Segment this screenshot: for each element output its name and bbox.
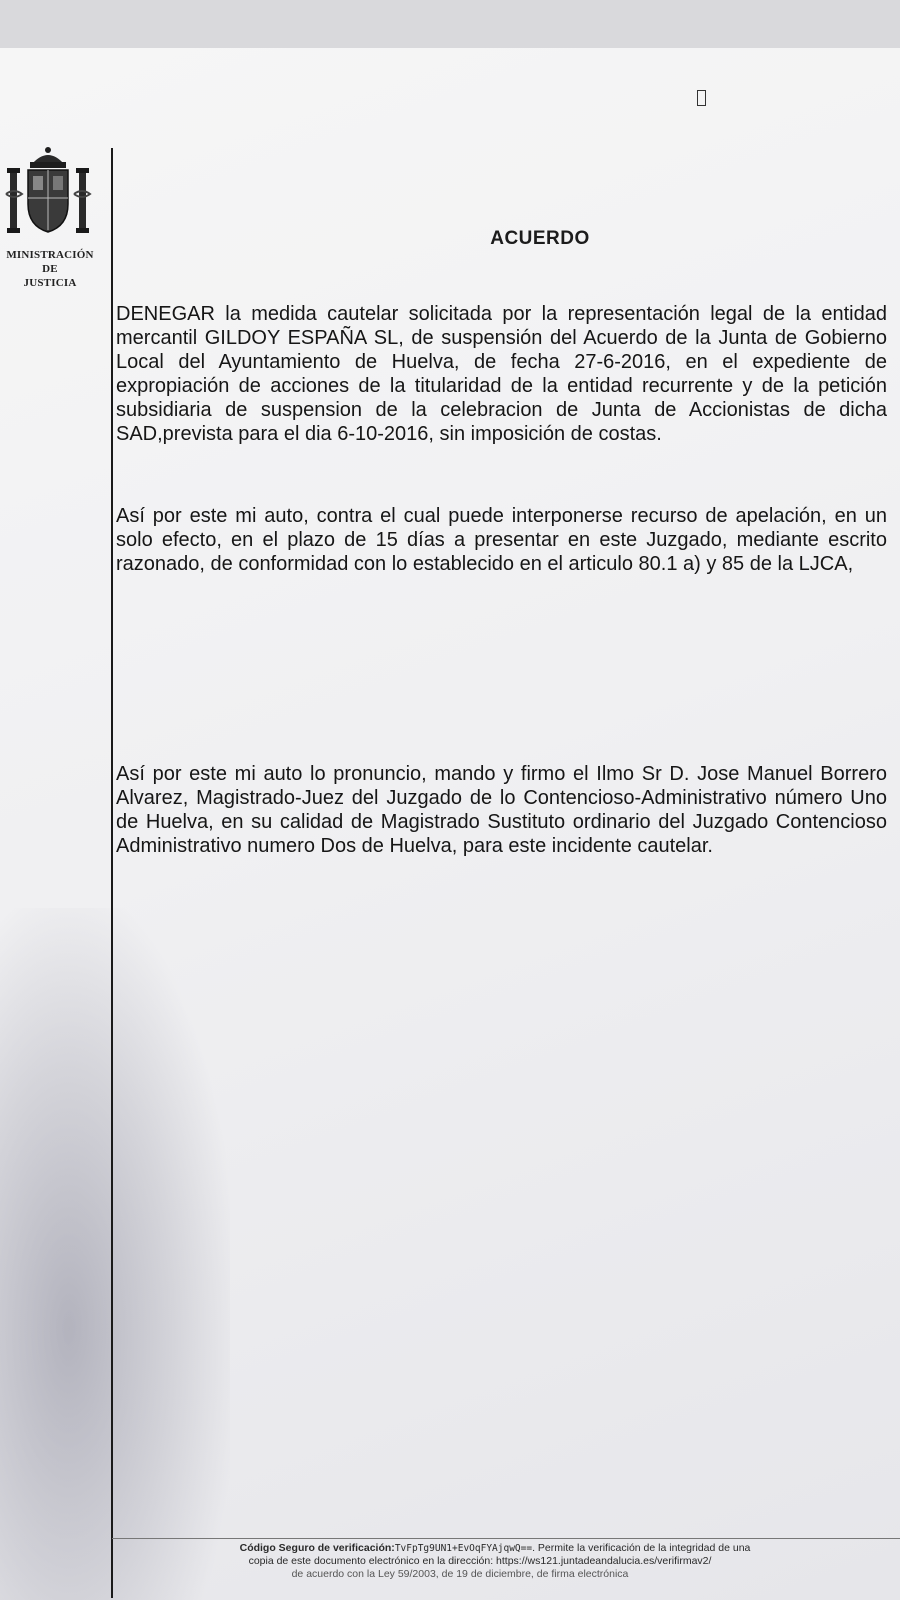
footer-rule [112, 1538, 900, 1539]
footer-line-2: copia de este documento electrónico en la dirección: https://ws121.juntadeandalucia.es/verifirmav2/ [248, 1555, 712, 1567]
paragraph-signature: Así por este mi auto lo pronuncio, mando y firmo el Ilmo Sr D. Jose Manuel Borrero Alvarez, Magistrado-Juez del Juzgado de lo Contencioso-Administrativo número Uno de Huelva, en su calidad de Magistrado Sustituto ordinario del Juzgado Contencioso Administrativo numero Dos de Huelva, para este incidente cautelar. [116, 763, 887, 857]
footer-code-label: Código Seguro de verificación: [239, 1542, 395, 1554]
ministry-line-1: MINISTRACIÓN [6, 249, 94, 261]
ministry-line-2: DE [42, 263, 58, 275]
footer-line-1-suffix: . Permite la verificación de la integridad de una [532, 1542, 751, 1554]
verification-footer [0, 1542, 900, 1600]
paper-shadow [0, 908, 230, 1600]
margin-rule [111, 148, 113, 1598]
document-page [0, 48, 900, 1600]
footer-line-1 [0, 1542, 900, 1555]
coat-of-arms-logo [4, 142, 92, 242]
ministry-label [0, 248, 114, 290]
ministry-line-3: JUSTICIA [23, 277, 77, 289]
footer-line-3: de acuerdo con la Ley 59/2003, de 19 de diciembre, de firma electrónica [291, 1568, 629, 1580]
page-marker-box [697, 90, 706, 106]
verification-code: TvFpTg9UN1+EvOqFYAjqwQ== [394, 1543, 533, 1554]
paragraph-resolution: DENEGAR la medida cautelar solicitada por la representación legal de la entidad mercantil GILDOY ESPAÑA SL, de suspensión del Acuerdo de la Junta de Gobierno Local del Ayuntamiento de Huelva, de fecha 27-6-2016, en el expediente de expropiación de acciones de la titularidad de la entidad recurrente y de la petición subsidiaria de suspension de la celebracion de Junta de Accionistas de dicha SAD,prevista para el dia 6-10-2016, sin imposición de costas. [116, 303, 887, 445]
document-title: ACUERDO [490, 228, 590, 249]
paragraph-appeal: Así por este mi auto, contra el cual puede interponerse recurso de apelación, en un solo efecto, en el plazo de 15 días a presentar en este Juzgado, mediante escrito razonado, de conformidad con lo establecido en el articulo 80.1 a) y 85 de la LJCA, [116, 505, 887, 575]
